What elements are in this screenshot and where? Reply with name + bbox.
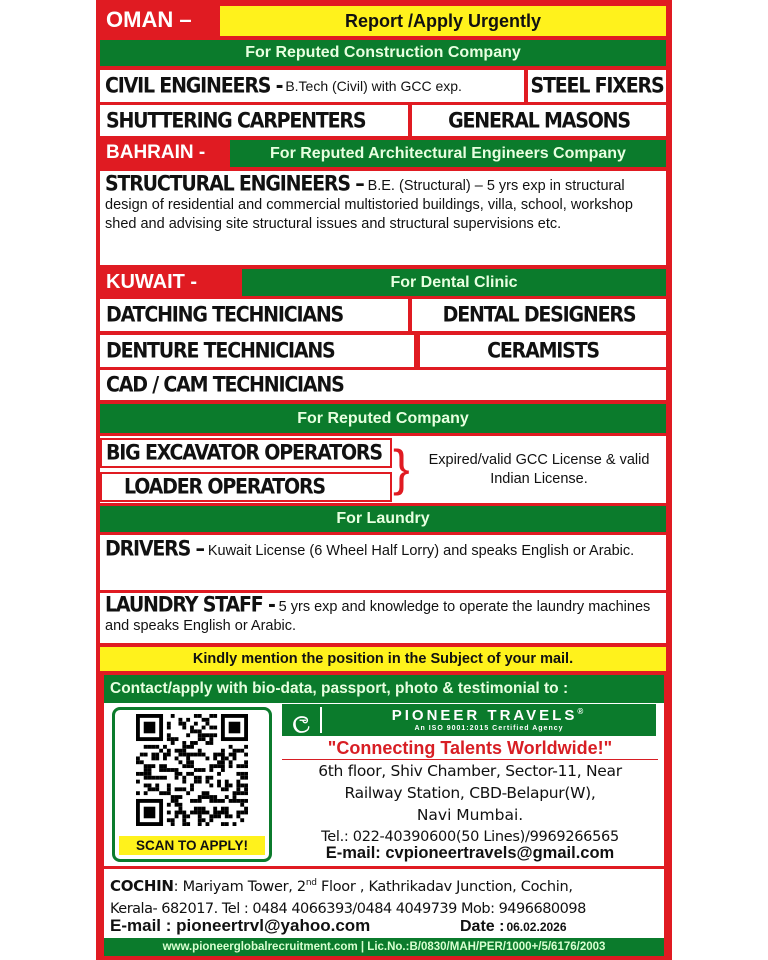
qr-box: [112, 707, 272, 862]
qr-code-icon[interactable]: [136, 714, 248, 826]
country-bahrain: BAHRAIN -: [106, 142, 206, 163]
job-general-masons: GENERAL MASONS: [412, 105, 666, 136]
job-civil-engineers: CIVIL ENGINEERS - B.Tech (Civil) with GCC exp.: [100, 70, 524, 102]
job-structural-engineers: STRUCTURAL ENGINEERS – B.E. (Structural) – 5 yrs exp in structural design of residential and commercial multistoried buildings, villa, school, workshop shed and advising site structural issues and structural supervisions etc.: [100, 171, 666, 265]
contact-heading: Contact/apply with bio-data, passport, photo & testimonial to :: [104, 675, 664, 703]
job-steel-fixers: STEEL FIXERS: [528, 70, 666, 102]
kuwait-company: For Dental Clinic: [242, 269, 666, 296]
pioneer-logo-icon: ල: [282, 707, 322, 733]
scan-to-apply: SCAN TO APPLY!: [119, 836, 265, 855]
date: Date : 06.02.2026: [460, 918, 567, 935]
job-cad-cam-technicians: CAD / CAM TECHNICIANS: [100, 370, 666, 400]
mumbai-address: 6th floor, Shiv Chamber, Sector-11, Near Railway Station, CBD-Belapur(W), Navi Mumbai. Tel.: 022-40390600(50 Lines)/9969266565: [318, 762, 622, 845]
job-loader-operators: LOADER OPERATORS: [100, 472, 392, 502]
tagline: "Connecting Talents Worldwide!": [282, 737, 658, 760]
country-oman: OMAN –: [106, 7, 192, 32]
job-laundry-staff: LAUNDRY STAFF - 5 yrs exp and knowledge to operate the laundry machines and speaks English or Arabic.: [100, 593, 666, 643]
job-drivers: DRIVERS – Kuwait License (6 Wheel Half Lorry) and speaks English or Arabic.: [100, 535, 666, 590]
pioneer-logo: ල PIONEER TRAVELS® An ISO 9001:2015 Certified Agency: [282, 704, 656, 736]
job-datching-technicians: DATCHING TECHNICIANS: [100, 299, 408, 331]
cochin-email[interactable]: E-mail : pioneertrvl@yahoo.com: [110, 916, 371, 935]
license-note: Expired/valid GCC License & valid Indian License.: [428, 452, 650, 487]
job-big-excavator-operators: BIG EXCAVATOR OPERATORS: [100, 438, 392, 468]
cochin-address: COCHIN: Mariyam Tower, 2nd Floor , Kathrikadav Junction, Cochin, Kerala- 682017. Tel : 0484 4066393/0484 4049739 Mob: 9496680098: [110, 876, 586, 917]
mumbai-email[interactable]: E-mail: cvpioneertravels@gmail.com: [325, 843, 615, 862]
brace-icon: }: [393, 440, 410, 496]
mention-notice: Kindly mention the position in the Subject of your mail.: [100, 647, 666, 671]
job-dental-designers: DENTAL DESIGNERS: [412, 299, 666, 331]
bahrain-company: For Reputed Architectural Engineers Company: [230, 140, 666, 167]
country-kuwait: KUWAIT -: [106, 270, 198, 293]
footer-website-license[interactable]: www.pioneerglobalrecruitment.com | Lic.No.:B/0830/MAH/PER/1000+/5/6176/2003: [104, 938, 664, 956]
reputed-company: For Reputed Company: [100, 404, 666, 433]
job-denture-technicians: DENTURE TECHNICIANS: [100, 335, 414, 367]
oman-company: For Reputed Construction Company: [100, 40, 666, 66]
job-shuttering-carpenters: SHUTTERING CARPENTERS: [100, 105, 408, 136]
laundry-company: For Laundry: [100, 506, 666, 532]
job-ceramists: CERAMISTS: [420, 335, 666, 367]
urgent-banner: Report /Apply Urgently: [220, 6, 666, 36]
